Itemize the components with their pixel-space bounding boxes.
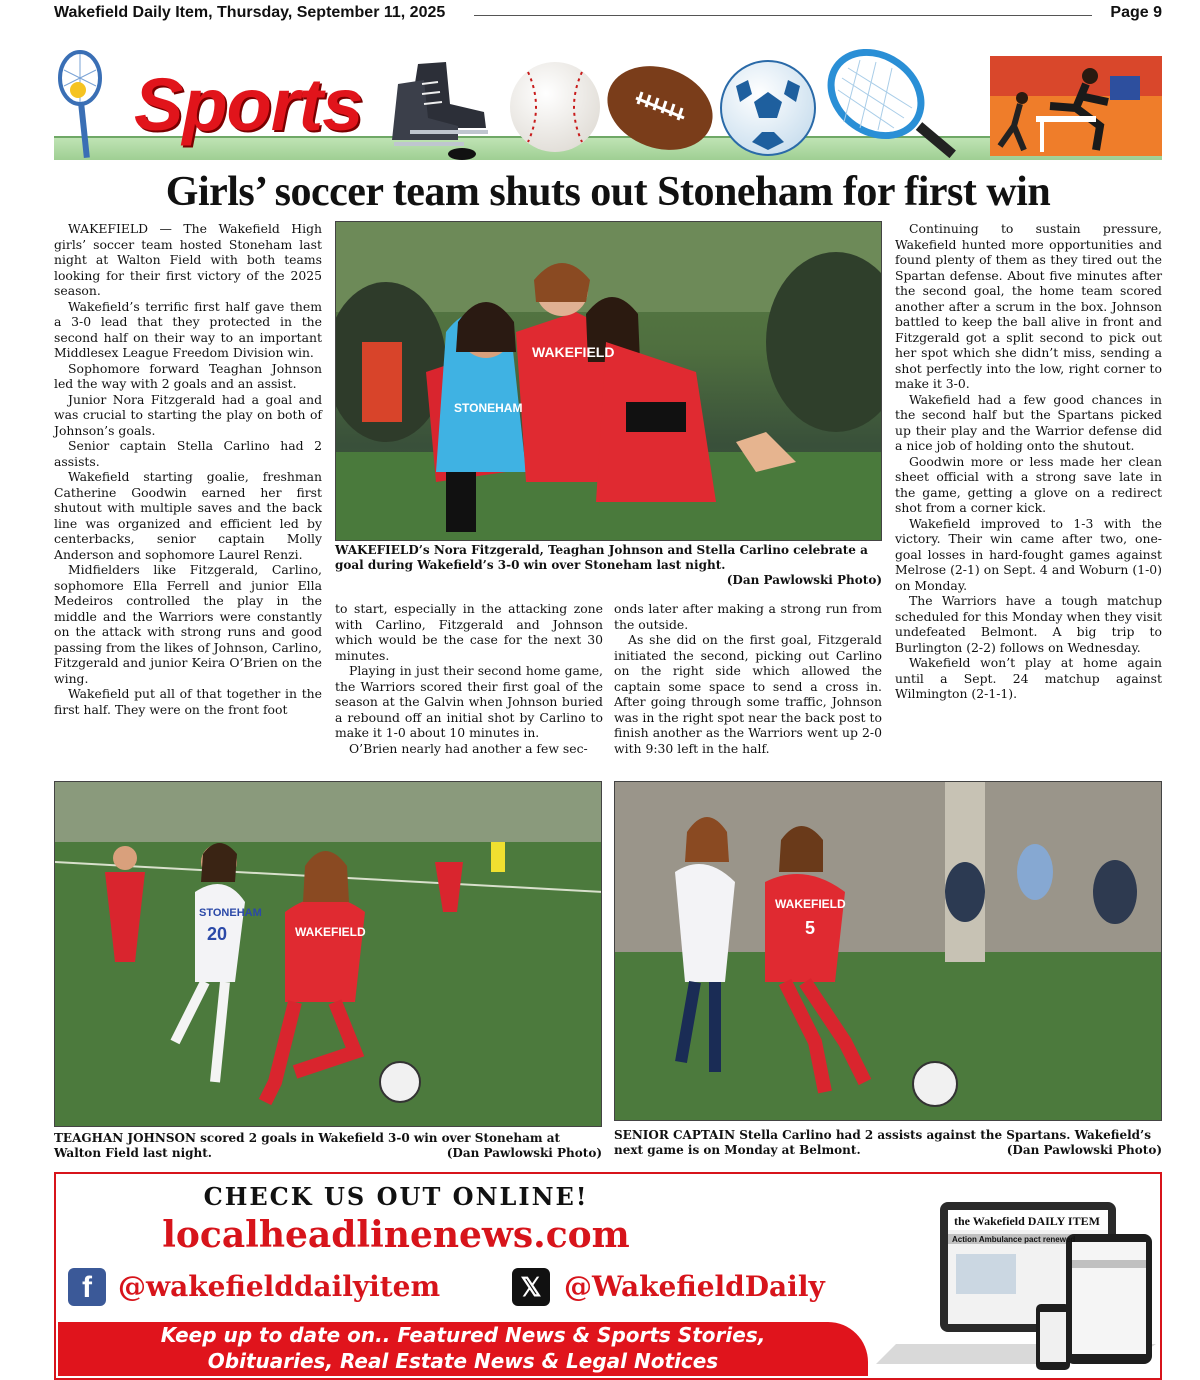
lacrosse-stick-icon [54, 50, 126, 160]
tagline-line-2: Obituaries, Real Estate News & Legal Notices [207, 1349, 719, 1373]
tennis-racket-icon [820, 48, 970, 160]
website-link[interactable]: localheadlinenews.com [162, 1214, 630, 1256]
carlino-action-photo-image [615, 782, 1162, 1121]
facebook-handle[interactable]: @wakefielddailyitem [118, 1270, 441, 1303]
paragraph: Wakefield had a few good chances in the second half but the Spartans picked up their play and the Warrior defense did a nice job of holding onto the shutout. [895, 391, 1162, 453]
paragraph: Playing in just their second home game, the Warriors scored their first goal of the season at the Galvin when Johnson buried a rebound off an initial shot by Carlino to make it 1-0 about 10 minutes in. [335, 663, 603, 740]
jersey-text: STONEHAM [199, 907, 262, 919]
photo-credit: (Dan Pawlowski Photo) [446, 1146, 602, 1160]
ice-skates-icon [388, 54, 500, 162]
online-promo-ad [54, 1172, 1162, 1380]
paragraph: Wakefield starting goalie, freshman Catherine Goodwin earned her first shutout with multiple saves and the back line was organized and efficient led by centerbacks, senior captain Molly Anderson and sophomore Laurel Renzi. [54, 469, 322, 562]
publication-dateline: Wakefield Daily Item, Thursday, September 11, 2025 [54, 4, 446, 21]
celebration-photo [335, 221, 882, 541]
x-icon: 𝕏 [512, 1268, 550, 1306]
johnson-photo-caption [54, 1131, 602, 1161]
caption-text: WAKEFIELD’s Nora Fitzgerald, Teaghan Johnson and Stella Carlino celebrate a goal during Wakefield’s 3-0 win over Stoneham last night. [335, 543, 868, 572]
johnson-action-photo [54, 781, 602, 1127]
paragraph: Continuing to sustain pressure, Wakefield hunted more opportunities and found plenty of them as they tired out the Spartan defense. About five minutes after the second goal, the home team scored another after a scrum in the box. Johnson battled to keep the ball alive in front and Fitzgerald got a split second to pick out her spot which she didn’t miss, sending a shot perfectly into the low, right corner to make it 3-0. [895, 221, 1162, 391]
paragraph: Midfielders like Fitzgerald, Carlino, sophomore Ella Ferrell and junior Ella Medeiros controlled the play in the middle and the Warriors were constantly on the attack with strong runs and good passing from the likes of Johnson, Carlino, Fitzgerald and junior Keira O’Brien on the wing. [54, 562, 322, 686]
caption-text: SENIOR CAPTAIN Stella Carlino had 2 assists against the Spartans. Wakefield’s next game is on Monday at Belmont. [614, 1128, 1151, 1157]
devices-icon [856, 1194, 1156, 1380]
paragraph: onds later after making a strong run from the outside. [614, 601, 882, 632]
article-column-1 [54, 221, 322, 717]
paragraph: WAKEFIELD — The Wakefield High girls’ soccer team hosted Stoneham last night at Walton Field with both teams looking for their first victory of the 2025 season. [54, 221, 322, 298]
sports-banner [54, 44, 1162, 164]
photo-credit: (Dan Pawlowski Photo) [726, 573, 882, 587]
soccer-ball-icon [720, 60, 816, 156]
paragraph: Wakefield put all of that together in the first half. They were on the front foot [54, 686, 322, 717]
paragraph: Sophomore forward Teaghan Johnson led the way with 2 goals and an assist. [54, 360, 322, 391]
goalie-jersey-text: STONEHAM [454, 401, 523, 415]
photo-credit: (Dan Pawlowski Photo) [1006, 1143, 1162, 1157]
paragraph: The Warriors have a tough matchup scheduled for this Monday when they visit undefeated Belmont. A big trip to Burlington (2-2) follows on Wednesday. [895, 593, 1162, 655]
paragraph: O’Brien nearly had another a few sec- [349, 740, 588, 756]
paragraph: Junior Nora Fitzgerald had a goal and was crucial to starting the play on both of Johnson’s goals. [54, 391, 322, 438]
johnson-action-photo-image [55, 782, 602, 1127]
paper-masthead: the Wakefield DAILY ITEM [954, 1214, 1100, 1228]
carlino-photo-caption [614, 1128, 1162, 1158]
facebook-icon: f [68, 1268, 106, 1306]
hurdler-icon [990, 56, 1162, 156]
paragraph: Goodwin more or less made her clean sheet official with a strong save late in the game, getting a glove on a redirect shot from a corner kick. [895, 453, 1162, 515]
paragraph: Wakefield won’t play at home again until a Sept. 24 matchup against Wilmington (2-1-1). [895, 655, 1162, 701]
article-column-2 [335, 601, 603, 756]
celebration-photo-image [336, 222, 882, 541]
jersey-text: WAKEFIELD [532, 344, 615, 360]
sports-section-title: Sports [134, 63, 363, 146]
article-headline: Girls’ soccer team shuts out Stoneham for first win [165, 169, 1051, 215]
paragraph: Senior captain Stella Carlino had 2 assists. [54, 438, 322, 469]
jersey-text: WAKEFIELD [775, 897, 846, 911]
article-column-3 [614, 601, 882, 756]
running-header [54, 4, 1162, 26]
x-handle[interactable]: @WakefieldDaily [564, 1270, 825, 1303]
paper-headline: Action Ambulance pact renewed [952, 1235, 1076, 1244]
paragraph: Wakefield improved to 1-3 with the victory. Their win came after two, one-goal losses in hard-fought games against Melrose (2-1) on Sept. 4 and Woburn (1-0) on Monday. [895, 515, 1162, 593]
page-number: Page 9 [1110, 4, 1162, 21]
ad-title: CHECK US OUT ONLINE! [203, 1182, 589, 1211]
paragraph: to start, especially in the attacking zone with Carlino, Fitzgerald and Johnson which would be the case for the next 30 minutes. [335, 601, 603, 663]
football-icon [602, 58, 718, 158]
baseball-icon [510, 62, 600, 152]
carlino-action-photo [614, 781, 1162, 1121]
article-column-4 [895, 221, 1162, 702]
paragraph: As she did on the first goal, Fitzgerald initiated the second, picking out Carlino on the right side which allowed the captain some space to send a cross in. After going through some traffic, Johnson was in the right spot near the back post to finish another as the Warriors went up 2-0 with 9:30 left in the half. [614, 632, 882, 756]
paragraph: Wakefield’s terrific first half gave them a 3-0 lead that they protected in the second half on their way to an important Middlesex League Freedom Division win. [54, 298, 322, 360]
jersey-text: WAKEFIELD [295, 925, 366, 939]
ad-tagline-band [58, 1322, 868, 1376]
header-rule [474, 15, 1092, 16]
jersey-number: 20 [207, 924, 228, 944]
celebration-photo-caption [335, 543, 882, 588]
jersey-number: 5 [805, 918, 816, 938]
tagline-line-1: Keep up to date on.. Featured News & Sports Stories, [160, 1323, 766, 1347]
caption-text: TEAGHAN JOHNSON scored 2 goals in Wakefield 3-0 win over Stoneham at Walton Field last night. [54, 1131, 561, 1160]
